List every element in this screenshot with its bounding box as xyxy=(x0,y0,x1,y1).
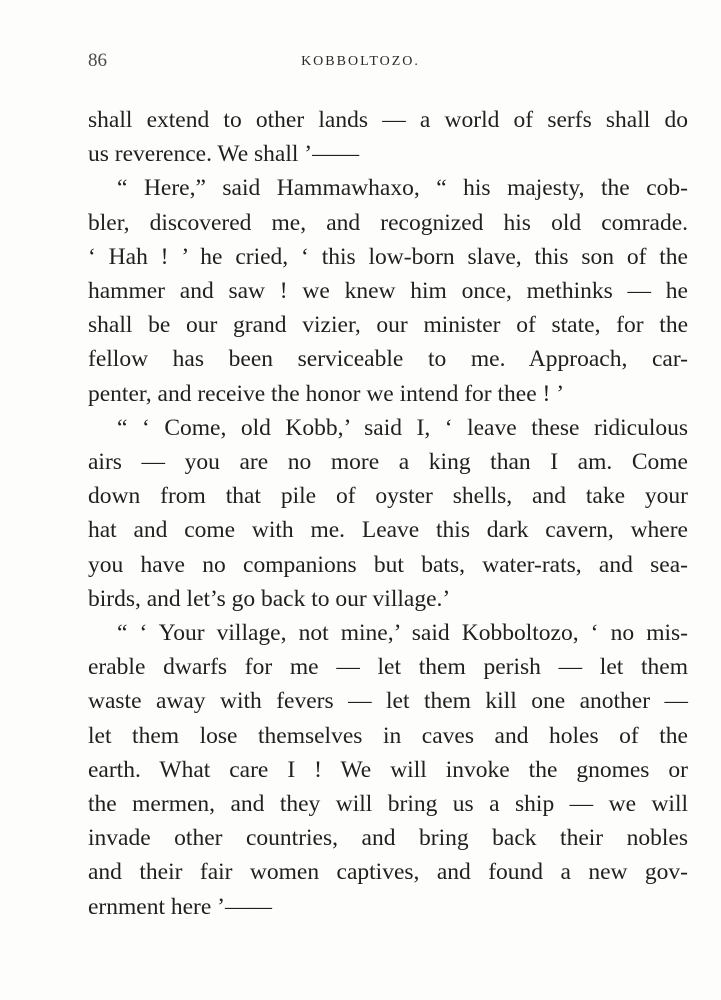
text-line: airs — you are no more a king than I am. Come xyxy=(88,449,688,476)
text-line: “ ‘ Come, old Kobb,’ said I, ‘ leave these ridiculous xyxy=(117,414,688,441)
text-line: you have no companions but bats, water-rats, and sea- xyxy=(88,551,688,578)
text-line: ‘ Hah ! ’ he cried, ‘ this low-born slave, this son of the xyxy=(88,243,688,270)
text-line: let them lose themselves in caves and holes of the xyxy=(88,722,688,749)
text-line: us reverence. We shall ’—— xyxy=(88,141,360,168)
text-line: waste away with fevers — let them kill one another — xyxy=(88,688,688,715)
text-line: penter, and receive the honor we intend for thee ! ’ xyxy=(88,380,565,407)
text-line: “ Here,” said Hammawhaxo, “ his majesty, the cob- xyxy=(117,175,688,202)
running-title: KOBBOLTOZO. xyxy=(301,54,420,69)
text-line: the mermen, and they will bring us a ship — we will xyxy=(88,791,688,818)
text-line: down from that pile of oyster shells, and take your xyxy=(88,483,688,510)
body-text xyxy=(88,103,688,924)
text-line: hammer and saw ! we knew him once, methinks — he xyxy=(88,278,688,305)
text-line: erable dwarfs for me — let them perish — let them xyxy=(88,654,688,681)
text-line: “ ‘ Your village, not mine,’ said Kobboltozo, ‘ no mis- xyxy=(117,620,688,647)
text-line: invade other countries, and bring back their nobles xyxy=(88,825,688,852)
text-line: hat and come with me. Leave this dark cavern, where xyxy=(88,517,688,544)
text-line: ernment here ’—— xyxy=(88,893,273,920)
text-line: shall be our grand vizier, our minister of state, for the xyxy=(88,312,688,339)
text-line: earth. What care I ! We will invoke the gnomes or xyxy=(88,756,688,783)
text-line: bler, discovered me, and recognized his old comrade. xyxy=(88,209,688,236)
text-line: fellow has been serviceable to me. Approach, car- xyxy=(88,346,688,373)
text-line: birds, and let’s go back to our village.’ xyxy=(88,585,451,612)
text-line: shall extend to other lands — a world of serfs shall do xyxy=(88,107,688,133)
text-line: and their fair women captives, and found a new gov- xyxy=(88,859,688,886)
page-number: 86 xyxy=(88,50,107,71)
